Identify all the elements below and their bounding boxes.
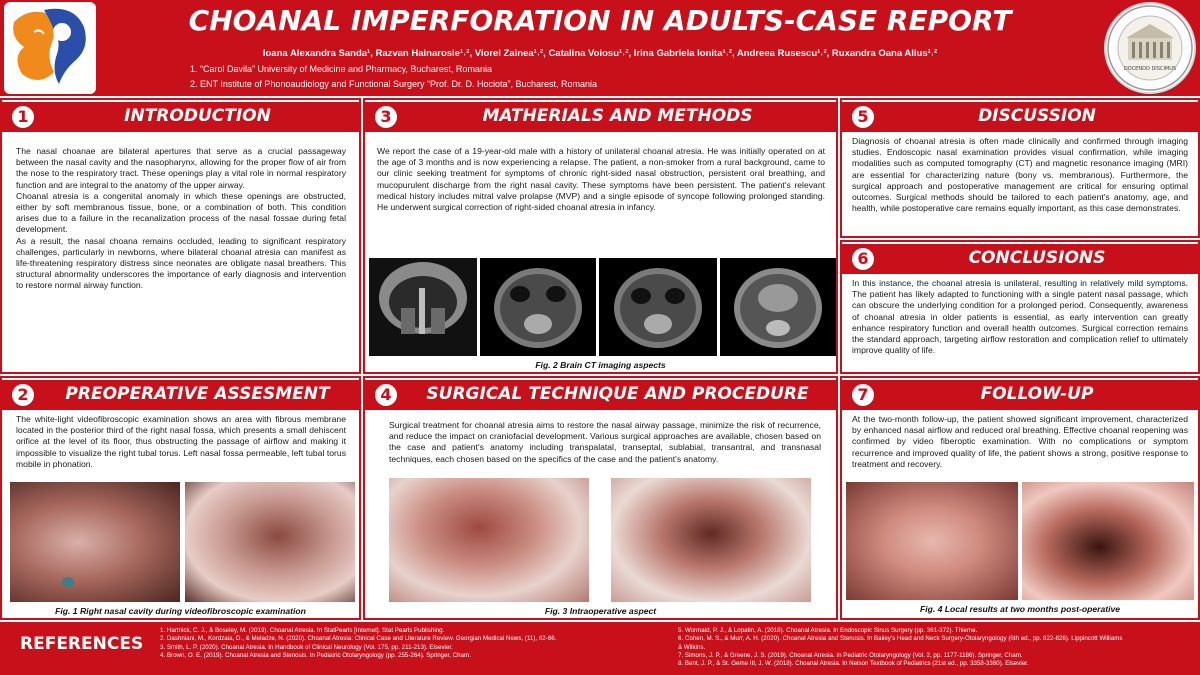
section-title: CONCLUSIONS (968, 248, 1106, 268)
surgical-text: Surgical treatment for choanal atresia aims to restore the nasal airway passage, minimize the risk of recurrence, and reduce the impact on craniofacial development. Various surgical approaches are available, chosen based on the case and patient's anatomy including transpalatal, transeptal, sublabial, transantral, and transnasal techniques, each chosen based on the specifics of the case and the patient's anatomy. (389, 420, 821, 464)
references-right (678, 627, 1194, 668)
section-header (2, 380, 359, 410)
preop-text: The white-light videofibroscopic examination shows an area with fibrous membrane located in the posterior third of the right nasal fossa, which presents a small dehiscent orifice at the level of its floor, thus obstructing the passage of airflow and making it impossible to visualize the right tubal torus. Left nasal fossa permeable, left tubal torus mobile in phonation. (16, 414, 346, 469)
ct-image-axial-2 (599, 258, 717, 356)
section-surgical (363, 376, 838, 620)
figure-caption: Fig. 4 Local results at two months post-operative (919, 604, 1121, 614)
references-bar (0, 622, 1200, 675)
university-seal (1104, 2, 1196, 94)
seal-motto: DOCENDO DISCIMUS (1123, 66, 1177, 72)
section-header (842, 380, 1198, 410)
reference-item: & Wilkins. (678, 643, 706, 651)
reference-item: 1. Hartnick, C. J., & Boseley, M. (2019). Choanal Atresia. In StatPearls [Internet]. Stat Pearls Publishing. (160, 627, 445, 634)
section-title: PREOPERATIVE ASSESMENT (65, 384, 330, 404)
section-number: 4 (373, 382, 399, 408)
figure-caption: Fig. 3 Intraoperative aspect (544, 606, 657, 616)
section-number: 1 (10, 104, 36, 130)
section-title: INTRODUCTION (124, 106, 271, 126)
poster-title: CHOANAL IMPERFORATION IN ADULTS-CASE REPORT (188, 4, 1012, 37)
section-header (2, 102, 359, 132)
intro-paragraph: Choanal atresia is a congenital anomaly in which these openings are obstructed, either by soft membranous tissue, bone, or a combination of both. This condition arises due to a failure in the recanalization process of the nasal fossae during fetal development. (16, 190, 346, 235)
section-methods (363, 98, 838, 374)
intro-paragraph: The nasal choanae are bilateral apertures that serve as a crucial passageway between the nasal cavity and the nasopharynx, allowing for the proper flow of air from the nose to the respiratory tract. These openings play a vital role in normal respiratory function and are integral to the anatomy of the upper airway. (16, 146, 346, 190)
section-title: SURGICAL TECHNIQUE AND PROCEDURE (426, 384, 809, 404)
section-header (365, 380, 836, 410)
affiliation-1: 1. “Carol Davila” University of Medicine and Pharmacy, Bucharest, Romania (190, 64, 492, 74)
reference-item: 5. Wormald, P. J., & Lopatin, A. (2018). Choanal Atresia. In Endoscopic Sinus Surgery (pp. 361-372). Thieme. (678, 627, 978, 634)
ct-image-coronal (369, 258, 477, 356)
author-list: Ioana Alexandra Sanda¹, Razvan Hainarosie¹˒², Viorel Zainea¹˒², Catalina Voiosu¹˒², Irina Gabriela Ionita¹˒², Andreea Rusescu¹˒², Ruxandra Oana Alius¹˒² (262, 48, 938, 59)
endoscopy-image-right (10, 482, 180, 602)
follow-up-text: At the two-month follow-up, the patient showed significant improvement, characterized by enhanced nasal airflow and reduced oral breathing. Effective choanal reopening was confirmed by video fiberoptic examination. With no complications or symptom recurrence and improved quality of life, the patient shows a strong, positive response to treatment and recovery. (852, 414, 1188, 469)
follow-up-image-2 (1022, 482, 1194, 600)
section-number: 3 (373, 104, 399, 130)
section-introduction (0, 98, 361, 374)
section-preoperative (0, 376, 361, 620)
section-number: 7 (850, 382, 876, 408)
section-title: DISCUSSION (978, 106, 1096, 126)
section-number: 2 (10, 382, 36, 408)
endoscopy-image-left (185, 482, 355, 602)
reference-item: 6. Cohen, M. S., & Murr, A. H. (2020). Choanal Atresia and Stenosis. In Bailey's Head and Neck Surgery-Otolaryngology (6th ed., pp. 822-826). Lippincott Williams (678, 635, 1123, 643)
section-follow-up (840, 376, 1200, 620)
section-header (365, 102, 836, 132)
reference-item: 4. Brown, O. E. (2019). Choanal Atresia and Stenosis. In Pediatric Otolaryngology (pp. 255-264). Springer, Cham. (160, 651, 471, 659)
ct-image-axial-1 (480, 258, 596, 356)
figure-caption: Fig. 2 Brain CT imaging aspects (535, 360, 666, 370)
reference-item: 2. Dashniani, M., Kordzaia, D., & Meladze, N. (2020). Choanal Atresia: Clinical Case and Literature Review. Georgian Medical News, (11), 62-66. (160, 635, 557, 643)
figure-caption: Fig. 1 Right nasal cavity during videofibroscopic examination (55, 606, 306, 616)
ct-image-axial-3 (720, 258, 836, 356)
intro-text (16, 146, 346, 292)
section-title: FOLLOW-UP (980, 384, 1094, 404)
conclusions-text: In this instance, the choanal atresia is unilateral, resulting in relatively mild symptoms. The patient has likely adapted to functioning with a single patent nasal passage, which can obscure the underlying condition for a prolonged period. Consequently, awareness of choanal atresia in older patients is essential, as early intervention can greatly enhance respiratory function and overall health outcomes. Surgical correction remains the standard approach, targeting airflow restoration and complication relief to ultimately improve quality of life. (852, 278, 1188, 356)
section-title: MATHERIALS AND METHODS (482, 106, 753, 126)
society-logo (4, 2, 96, 94)
intraoperative-image-1 (389, 478, 589, 602)
section-header (842, 102, 1198, 132)
intro-paragraph: As a result, the nasal choana remains occluded, leading to significant respiratory challenges, particularly in newborns, where bilateral choanal atresia can manifest as life-threatening respiratory distress since neonates are obligate nasal breathers. This structural abnormality underscores the importance of early diagnosis and intervention to restore normal airway function. (16, 235, 346, 291)
discussion-text: Diagnosis of choanal atresia is often made clinically and confirmed through imaging studies. Endoscopic nasal examination provides visual confirmation, while imaging modalities such as computed tomography (CT) and magnetic resonance imaging (MRI) are essential for characterizing nature (bony vs. membranous). Furthermore, the surgical approach and postoperative management are critical for ensuring optimal outcomes. Surgical methods should be tailored to each patient's anatomy, age, and health, while postoperative care remains equally important, as this case demonstrates. (852, 136, 1188, 214)
reference-item: 3. Smith, L. P. (2020). Choanal Atresia. In Handbook of Clinical Neurology (Vol. 175, pp. 211-213). Elsevier. (160, 643, 453, 651)
references-left (160, 627, 660, 660)
reference-item: 7. Simons, J. P., & Greene, J. S. (2019). Choanal Atresia. In Pediatric Otolaryngology (Vol. 2, pp. 1177-1186). Springer, Cham. (678, 651, 1023, 659)
intraoperative-image-2 (611, 478, 811, 602)
reference-item: 8. Bent, J. P., & St. Geme III, J. W. (2018). Choanal Atresia. In Nelson Textbook of Pediatrics (21st ed., pp. 3358-3360). Elsevier. (678, 660, 1029, 668)
section-number: 6 (850, 246, 876, 272)
section-discussion (840, 98, 1200, 238)
section-conclusions (840, 240, 1200, 374)
affiliation-2: 2. ENT Institute of Phonoaudiology and Functional Surgery “Prof. Dr. D. Hociota”, Bucharest, Romania (190, 79, 598, 89)
poster-header (0, 0, 1200, 96)
section-number: 5 (850, 104, 876, 130)
references-label: REFERENCES (20, 634, 144, 654)
methods-text: We report the case of a 19-year-old male with a history of unilateral choanal atresia. He was initially operated on at the age of 3 months and is now experiencing a relapse. The patient, a non-smoker from a rural background, came to our clinic seeking treatment for symptoms of chronic right-sided nasal obstruction, persistent oral breathing, and mucopurulent discharge from the right nasal cavity. These symptoms have been persistent. The patient's relevant medical history includes mitral valve prolapse (MVP) and a single episode of syncope following prolonged standing. He underwent surgical correction of right-sided choanal atresia in infancy. (377, 146, 825, 213)
follow-up-image-1 (846, 482, 1018, 600)
section-header (842, 244, 1198, 274)
